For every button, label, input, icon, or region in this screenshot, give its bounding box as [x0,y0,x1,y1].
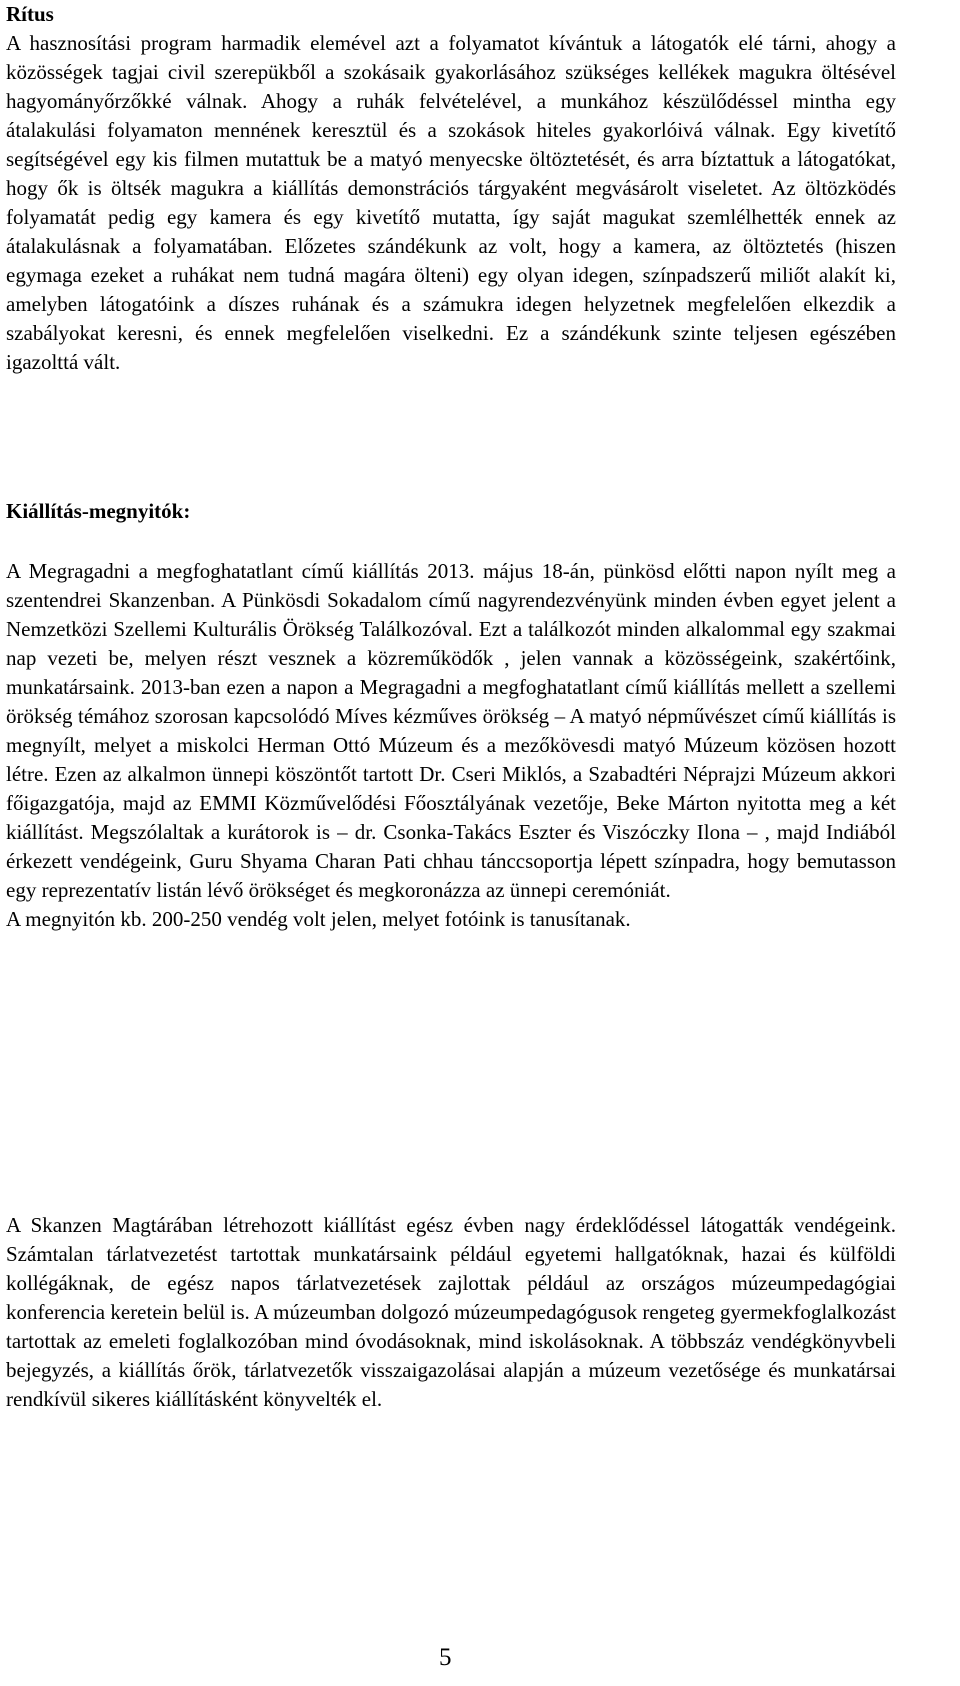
page-number: 5 [439,1644,452,1671]
section-heading-ritus: Rítus [6,2,54,26]
kiallitas-megnyitok-section [6,557,896,934]
ritus-paragraph: A hasznosítási program harmadik elemével azt a folyamatot kívántuk a látogatók elé tárni, ahogy a közösségek tagjai civil szerepükből a szokásaik gyakorlásához szükséges kellékek magukra öltésével hagyományőrzőkké válnak. Ahogy a ruhák felvételével, a munkához készülődéssel mintha egy átalakulási folyamaton mennének keresztül és a szokások hiteles gyakorlóivá válnak. Egy kivetítő segítségével egy kis filmen mutattuk be a matyó menyecske öltöztetését, és arra bíztattuk a látogatókat, hogy ők is öltsék magukra a kiállítás demonstrációs tárgyaként megvásárolt viseletet. Az öltözködés folyamatát pedig egy kamera és egy kivetítő mutatta, így saját magukat szemlélhették ennek az átalakulásnak a folyamatában. Előzetes szándékunk az volt, hogy a kamera, az öltöztetés (hiszen egymaga ezeket a ruhákat nem tudná magára ölteni) egy olyan idegen, színpadszerű miliőt alakít ki, amelyben látogatóink a díszes ruhának és a számukra idegen helyzetnek megfelelően elkezdik a szabályokat keresni, és ennek megfelelően viselkedni. Ez a szándékunk szinte teljesen egészében igazolttá vált. [6,31,896,374]
ritus-section [6,0,896,377]
section-heading-kiallitas-megnyitok: Kiállítás-megnyitók: [6,499,191,523]
megnyito-paragraph: A Megragadni a megfoghatatlant című kiállítás 2013. május 18-án, pünkösd előtti napon nyílt meg a szentendrei Skanzenban. A Pünkösdi Sokadalom című nagyrendezvényünk minden évben egyet jelent a Nemzetközi Szellemi Kulturális Örökség Találkozóval. Ezt a találkozót minden alkalommal egy szakmai nap vezeti be, melyen részt vesznek a közreműködők , jelen vannak a közösségeink, szakértőink, munkatársaink. 2013-ban ezen a napon a Megragadni a megfoghatatlant című kiállítás mellett a szellemi örökség témához szorosan kapcsolódó Míves kézműves örökség – A matyó népművészet című kiállítás is megnyílt, melyet a miskolci Herman Ottó Múzeum és a mezőkövesdi matyó Múzeum közösen hozott létre. Ezen az alkalmon ünnepi köszöntőt tartott Dr. Cseri Miklós, a Szabadtéri Néprajzi Múzeum akkori főigazgatója, majd az EMMI Közművelődési Főosztályának vezetője, Beke Márton nyitotta meg a két kiállítást. Megszólaltak a kurátorok is – dr. Csonka-Takács Eszter és Viszóczky Ilona – , majd Indiából érkezett vendégeink, Guru Shyama Charan Pati chhau tánccsoportja lépett színpadra, hogy bemutasson egy reprezentatív listán lévő örökséget és megkoronázza az ünnepi ceremóniát. [6,559,896,902]
skanzen-paragraph: A Skanzen Magtárában létrehozott kiállítást egész évben nagy érdeklődéssel látogatták vendégeink. Számtalan tárlatvezetést tartottak munkatársaink például egyetemi hallgatóknak, hazai és külföldi kollégáknak, de egész napos tárlatvezetések zajlottak például az országos múzeumpedagógiai konferencia keretein belül is. A múzeumban dolgozó múzeumpedagógusok rengeteg gyermekfoglalkozást tartottak az emeleti foglalkozóban mind óvodásoknak, mind iskolásoknak. A többszáz vendégkönyvbeli bejegyzés, a kiállítás őrök, tárlatvezetők visszaigazolásai alapján a múzeum vezetősége és munkatársai rendkívül sikeres kiállításként könyvelték el. [6,1213,896,1411]
skanzen-section [6,1211,896,1414]
megnyito-guests-paragraph: A megnyitón kb. 200-250 vendég volt jelen, melyet fotóink is tanusítanak. [6,907,631,931]
